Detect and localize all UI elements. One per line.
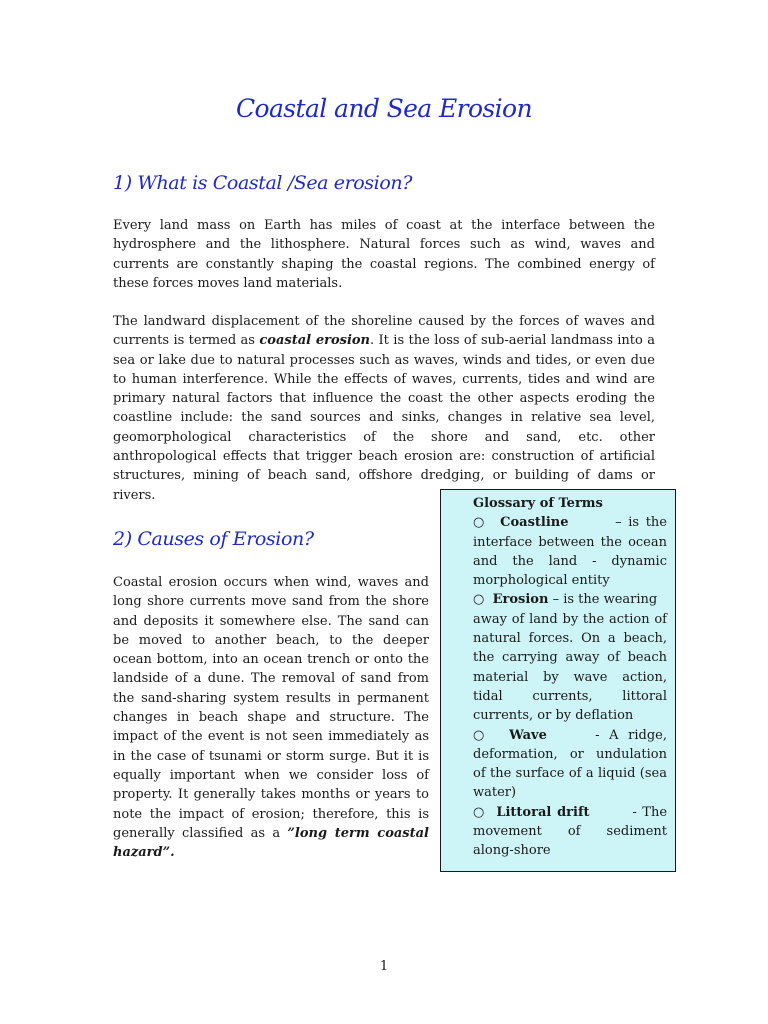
section-2-paragraph [113,573,429,862]
glossary-line: natural forces. On a beach, [473,631,667,647]
glossary-line: of the surface of a liquid (sea [473,766,667,782]
text-fragment: generally classified as a [113,825,288,841]
glossary-line: currents, or by deflation [473,708,634,724]
glossary-line: tidal currents, littoral [473,688,667,704]
text-line: these forces moves land materials. [113,275,343,291]
text-line: currents are constantly shaping the coastal regions. The combined energy of [113,256,655,272]
bullet-icon: ○ [473,804,486,820]
glossary-line: away of land by the action of [473,611,667,627]
glossary-line: movement of sediment [473,824,667,840]
bullet-icon: ○ [473,727,490,743]
text-line: geomorphological characteristics of the shore and sand, etc. other [113,429,655,445]
glossary-term: Coastline [500,515,569,531]
text-line: be moved to another beach, to the deeper [113,632,429,648]
text-line: structures, mining of beach sand, offshore dredging, or building of dams or [113,468,655,484]
glossary-entry-erosion [473,590,667,609]
text-line: primary natural factors that influence the coast the other aspects eroding the [113,391,655,407]
text-line [113,824,429,843]
section-1-paragraph-1 [113,216,655,293]
glossary-box [440,489,676,872]
text-line: The landward displacement of the shoreline caused by the forces of waves and [113,314,655,329]
glossary-term: Erosion [492,592,549,608]
glossary-term: Littoral drift [496,804,590,820]
text-line: to human interference. While the effects of waves, currents, tides and wind are [113,371,655,387]
glossary-line: deformation, or undulation [473,746,667,762]
glossary-definition: – is the wearing [552,592,658,608]
glossary-entry-littoral-drift [473,803,667,822]
long-term-hazard-emphasis: ”long term coastal [287,825,429,841]
glossary-definition: – is the [615,515,667,531]
text-line: changes in beach shape and structure. The [113,710,429,726]
glossary-line: the carrying away of beach [473,650,667,666]
text-line: coastline include: the sand sources and sinks, changes in relative sea level, [113,410,655,426]
coastal-erosion-emphasis: coastal erosion [259,333,371,349]
text-fragment: . It is the loss of sub-aerial landmass into a [370,333,655,349]
glossary-title: Glossary of Terms [473,496,603,511]
text-line: impact of the event is not seen immediately as [113,729,429,745]
glossary-line: interface between the ocean [473,534,667,550]
glossary-line: and the land - dynamic [473,553,667,569]
bullet-icon: ○ [473,515,487,531]
glossary-line: water) [473,785,517,801]
glossary-line: material by wave action, [473,669,667,685]
text-line: anthropological effects that trigger beach erosion are: construction of artificial [113,449,655,465]
text-line: landside of a dune. The removal of sand from [113,671,429,687]
glossary-line: morphological entity [473,573,610,589]
text-line: hydrosphere and the lithosphere. Natural forces such as wind, waves and [113,237,655,253]
text-line: and deposits it somewhere else. The sand can [113,613,429,629]
text-line: equally important when we consider loss of [113,767,429,783]
text-line: property. It generally takes months or years to [113,787,429,803]
glossary-definition: - A ridge, [595,727,668,743]
bullet-icon: ○ [473,592,485,608]
text-line: ocean bottom, into an ocean trench or onto the [113,652,429,668]
text-line: rivers. [113,487,156,503]
text-line [113,843,429,862]
text-line: Coastal erosion occurs when wind, waves and [113,575,429,590]
text-line [113,331,655,350]
text-line: Every land mass on Earth has miles of coast at the interface between the [113,218,655,233]
section-1-heading: 1) What is Coastal /Sea erosion? [113,172,412,194]
glossary-term: Wave [509,727,547,743]
text-line: the sand-sharing system results in permanent [113,690,429,706]
text-fragment: currents is termed as [113,333,260,349]
page-number: 1 [379,959,389,974]
page-title: Coastal and Sea Erosion [236,94,532,123]
text-line: note the impact of erosion; therefore, this is [113,806,429,822]
glossary-entry-wave [473,726,667,745]
text-line: in the case of tsunami or storm surge. But it is [113,748,429,764]
text-line: long shore currents move sand from the shore [113,594,429,610]
long-term-hazard-emphasis-end: hazard”. [113,845,175,861]
section-2-heading: 2) Causes of Erosion? [113,528,314,550]
section-1-paragraph-2 [113,312,655,505]
glossary-definition: - The [632,804,668,820]
glossary-line: along-shore [473,843,551,859]
text-line: sea or lake due to natural processes such as waves, winds and tides, or even due [113,352,655,368]
glossary-entry-coastline [473,513,667,532]
